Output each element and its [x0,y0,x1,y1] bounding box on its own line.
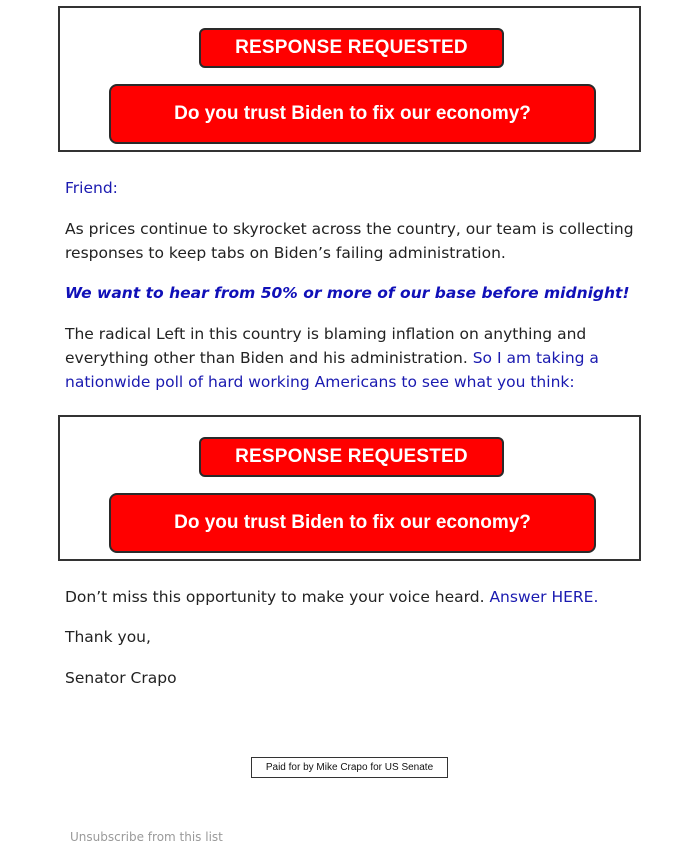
response-banner-bottom[interactable] [58,415,641,561]
answer-here-link[interactable]: Answer HERE. [489,588,599,606]
body-paragraph [65,322,645,394]
unsubscribe-link[interactable]: Unsubscribe from this list [70,830,223,844]
response-banner-top[interactable] [58,6,641,152]
intro-paragraph: As prices continue to skyrocket across the country, our team is collecting responses to keep tabs on Biden’s failing administration. [65,220,634,262]
body-paragraph-text: The radical Left in this country is blaming inflation on anything and everything other than Biden and his administration. [65,325,587,367]
signoff: Thank you, [65,628,151,646]
poll-question-button[interactable]: Do you trust Biden to fix our economy? [109,84,596,144]
poll-link[interactable]: So I am taking a nationwide poll of hard working Americans to see what you think: [65,349,599,391]
greeting: Friend: [65,179,118,197]
response-requested-button[interactable]: RESPONSE REQUESTED [199,28,504,68]
signature: Senator Crapo [65,669,177,687]
emphasis-line: We want to hear from 50% or more of our base before midnight! [65,284,630,302]
cta-text: Don’t miss this opportunity to make your voice heard. [65,588,485,606]
response-requested-button[interactable]: RESPONSE REQUESTED [199,437,504,477]
cta-paragraph [65,585,645,609]
poll-question-button[interactable]: Do you trust Biden to fix our economy? [109,493,596,553]
paid-for-disclaimer: Paid for by Mike Crapo for US Senate [251,757,448,778]
